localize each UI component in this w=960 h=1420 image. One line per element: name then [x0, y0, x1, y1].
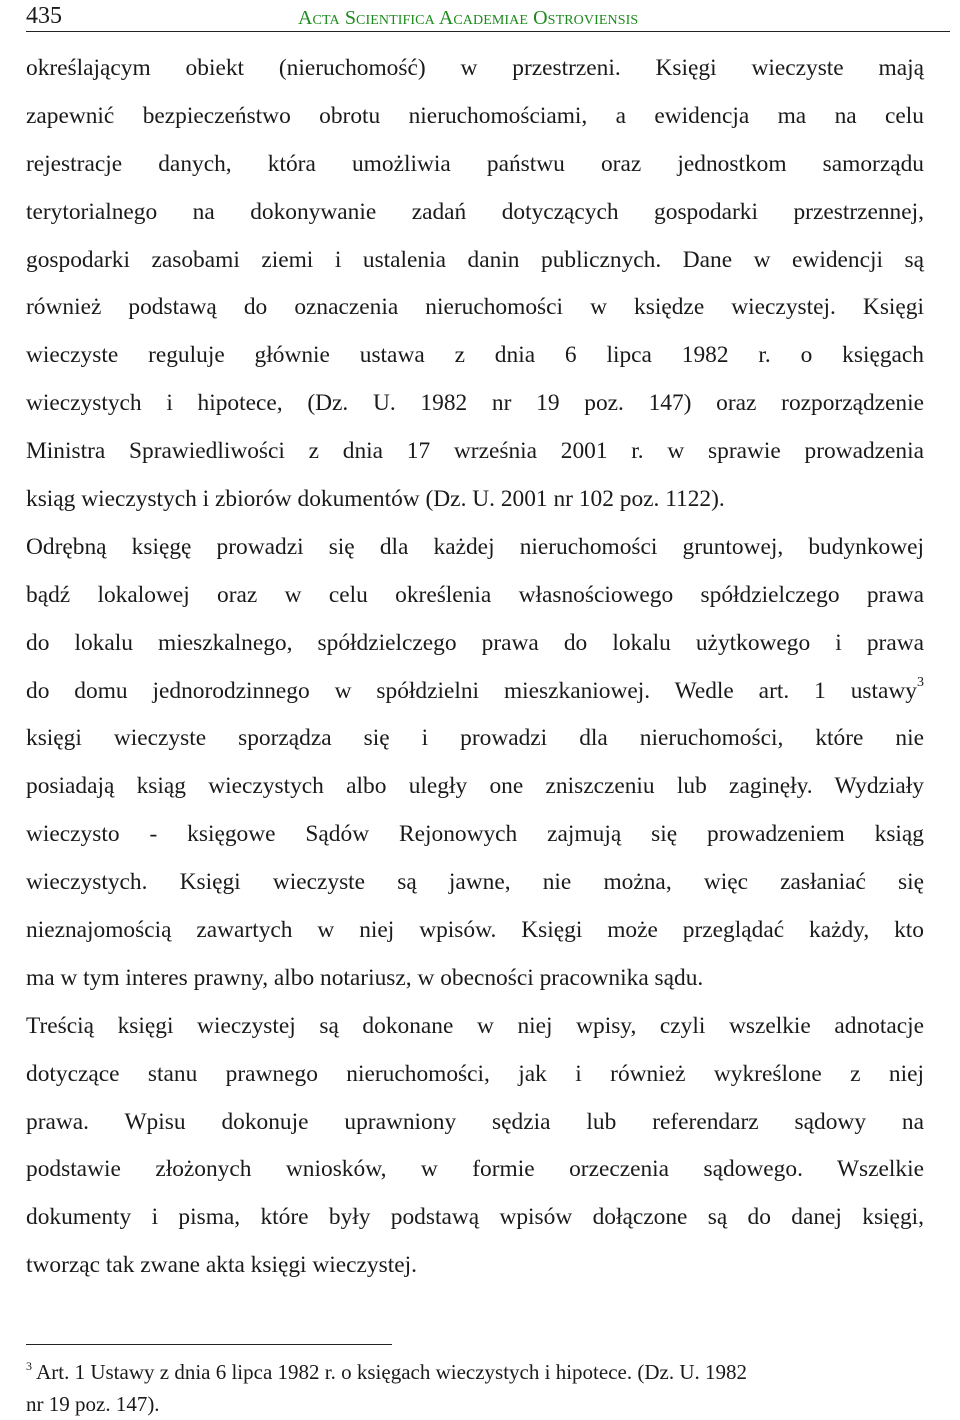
body-line: bądź lokalowej oraz w celu określenia własnościowego spółdzielczego prawa — [26, 581, 924, 608]
footnote — [26, 1356, 906, 1420]
body-line: wieczyste reguluje głównie ustawa z dnia 6 lipca 1982 r. o księgach — [26, 342, 924, 369]
body-line: gospodarki zasobami ziemi i ustalenia danin publicznych. Dane w ewidencji są — [26, 246, 924, 273]
footnote-rule — [26, 1344, 392, 1345]
footnote-text-continued: nr 19 poz. 147). — [26, 1392, 160, 1416]
body-line: do lokalu mieszkalnego, spółdzielczego prawa do lokalu użytkowego i prawa — [26, 629, 924, 656]
journal-title: Acta Scientifica Academiae Ostroviensis — [298, 7, 639, 29]
header-rule — [26, 31, 950, 32]
footnote-text: Art. 1 Ustawy z dnia 6 lipca 1982 r. o księgach wieczystych i hipotece. (Dz. U. 1982 — [36, 1360, 747, 1384]
body-line: wieczysto - księgowe Sądów Rejonowych zajmują się prowadzeniem ksiąg — [26, 821, 924, 848]
body-line: rejestracje danych, która umożliwia państwu oraz jednostkom samorządu — [26, 150, 924, 177]
page-number: 435 — [26, 3, 62, 29]
body-line: dokumenty i pisma, które były podstawą wpisów dołączone są do danej księgi, — [26, 1204, 924, 1231]
footnote-line — [26, 1356, 906, 1388]
body-line: wieczystych i hipotece, (Dz. U. 1982 nr 19 poz. 147) oraz rozporządzenie — [26, 390, 924, 417]
body-line: również podstawą do oznaczenia nieruchomości w księdze wieczystej. Księgi — [26, 294, 924, 321]
body-line: Odrębną księgę prowadzi się dla każdej nieruchomości gruntowej, budynkowej — [26, 533, 924, 560]
body-line: posiadają ksiąg wieczystych albo uległy one zniszczeniu lub zaginęły. Wydziały — [26, 773, 924, 800]
body-line: prawa. Wpisu dokonuje uprawniony sędzia lub referendarz sądowy na — [26, 1108, 924, 1135]
body-line-with-footnote — [26, 668, 924, 716]
body-text — [26, 45, 924, 1290]
body-line: podstawie złożonych wniosków, w formie orzeczenia sądowego. Wszelkie — [26, 1156, 924, 1183]
body-line: określającym obiekt (nieruchomość) w przestrzeni. Księgi wieczyste mają — [26, 55, 924, 81]
body-line: zapewnić bezpieczeństwo obrotu nieruchomościami, a ewidencja ma na celu — [26, 102, 924, 129]
body-line: ksiąg wieczystych i zbiorów dokumentów (Dz. U. 2001 nr 102 poz. 1122). — [26, 486, 725, 513]
body-line: terytorialnego na dokonywanie zadań dotyczących gospodarki przestrzennej, — [26, 198, 924, 225]
running-header — [26, 0, 950, 31]
body-line: tworząc tak zwane akta księgi wieczystej. — [26, 1252, 417, 1279]
body-line: Ministra Sprawiedliwości z dnia 17 września 2001 r. w sprawie prowadzenia — [26, 438, 924, 465]
footnote-number: 3 — [26, 1359, 32, 1373]
body-line: księgi wieczyste sporządza się i prowadzi dla nieruchomości, które nie — [26, 725, 924, 752]
body-line-text: do domu jednorodzinnego w spółdzielni mieszkaniowej. Wedle art. 1 ustawy — [26, 677, 917, 704]
body-line: dotyczące stanu prawnego nieruchomości, jak i również wykreślone z niej — [26, 1060, 924, 1087]
body-line: nieznajomością zawartych w niej wpisów. Księgi może przeglądać każdy, kto — [26, 917, 924, 944]
body-line: wieczystych. Księgi wieczyste są jawne, nie można, więc zasłaniać się — [26, 869, 924, 896]
body-line: ma w tym interes prawny, albo notariusz, w obecności pracownika sądu. — [26, 964, 704, 991]
footnote-marker: 3 — [917, 674, 924, 690]
body-line: Treścią księgi wieczystej są dokonane w niej wpisy, czyli wszelkie adnotacje — [26, 1012, 924, 1039]
